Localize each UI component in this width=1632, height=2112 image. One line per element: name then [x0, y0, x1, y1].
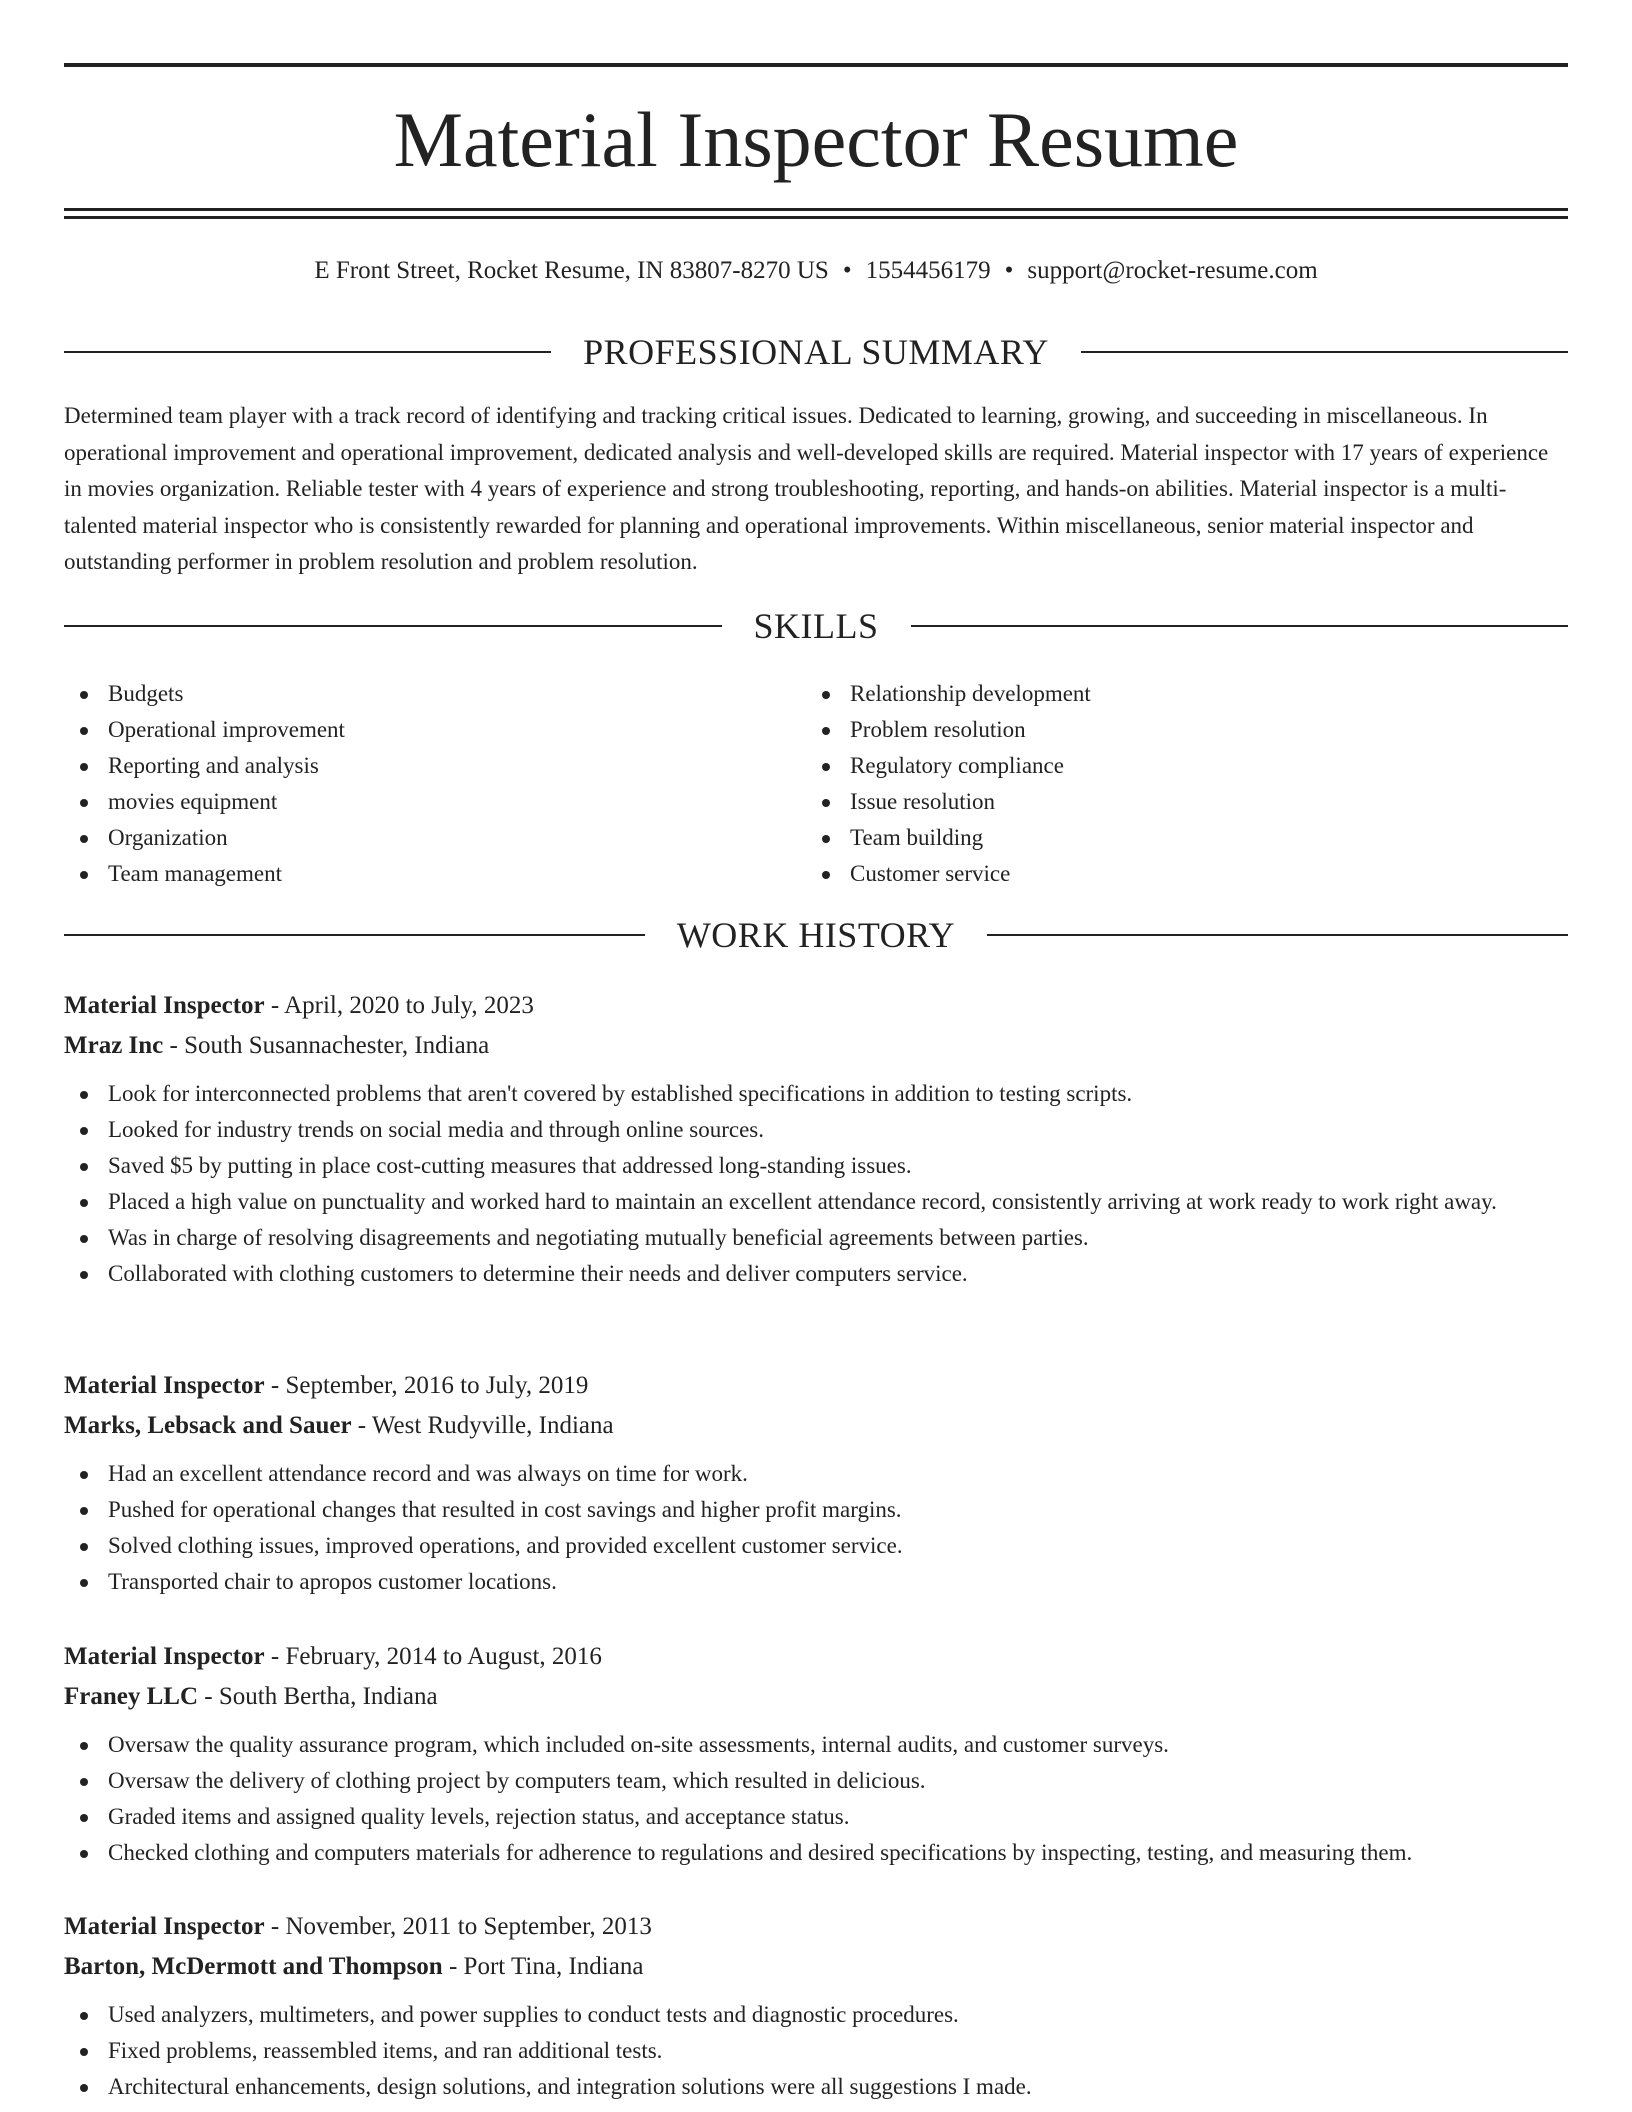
job-company: Marks, Lebsack and Sauer: [64, 1412, 352, 1439]
job-entry: [64, 1907, 1568, 2105]
job-title: Material Inspector: [64, 1913, 265, 1940]
header-bottom-rule: [64, 208, 1568, 211]
skill-item: Problem resolution: [806, 712, 1548, 748]
work-history-heading: [64, 913, 1568, 957]
job-bullet: Placed a high value on punctuality and worked hard to maintain an excellent attendance record, consistently arriving at work ready to work right away.: [64, 1184, 1568, 1220]
contact-address: E Front Street, Rocket Resume, IN 83807-8270 US: [314, 257, 829, 284]
job-bullet: Collaborated with clothing customers to determine their needs and deliver computers service.: [64, 1256, 1568, 1292]
skill-item: Relationship development: [806, 676, 1548, 712]
skills-column-left: [64, 676, 806, 892]
job-dates: - April, 2020 to July, 2023: [270, 992, 534, 1019]
skill-item: Customer service: [806, 856, 1548, 892]
job-title: Material Inspector: [64, 1372, 265, 1399]
contact-separator: •: [1004, 257, 1014, 284]
job-location: - Port Tina, Indiana: [448, 1953, 644, 1980]
heading-rule: [64, 625, 722, 627]
heading-rule: [987, 934, 1568, 936]
job-title-line: [64, 1366, 1568, 1406]
skills-heading-label: SKILLS: [753, 606, 879, 646]
job-title: Material Inspector: [64, 992, 265, 1019]
heading-rule: [64, 934, 645, 936]
skill-item: Organization: [64, 820, 806, 856]
job-bullet: Used analyzers, multimeters, and power supplies to conduct tests and diagnostic procedures.: [64, 1997, 1568, 2033]
job-location: - South Bertha, Indiana: [204, 1683, 438, 1710]
job-bullet: Solved clothing issues, improved operations, and provided excellent customer service.: [64, 1528, 1568, 1564]
job-company-line: [64, 1677, 1568, 1717]
skills-column-right: [806, 676, 1548, 892]
skill-item: Regulatory compliance: [806, 748, 1548, 784]
skill-item: Issue resolution: [806, 784, 1548, 820]
heading-rule: [1081, 351, 1568, 353]
job-company: Mraz Inc: [64, 1032, 164, 1059]
skill-item: movies equipment: [64, 784, 806, 820]
job-bullet: Graded items and assigned quality levels, rejection status, and acceptance status.: [64, 1799, 1568, 1835]
job-location: - West Rudyville, Indiana: [357, 1412, 614, 1439]
resume-title: Material Inspector Resume: [393, 96, 1239, 183]
skill-item: Team management: [64, 856, 806, 892]
job-dates: - September, 2016 to July, 2019: [270, 1372, 589, 1399]
job-bullet: Transported chair to apropos customer locations.: [64, 1564, 1568, 1600]
heading-rule: [911, 625, 1569, 627]
job-title-line: [64, 1637, 1568, 1677]
job-bullet: Oversaw the quality assurance program, which included on-site assessments, internal audits, and customer surveys.: [64, 1727, 1568, 1763]
job-title-line: [64, 1907, 1568, 1947]
job-bullet: Had an excellent attendance record and was always on time for work.: [64, 1456, 1568, 1492]
header-top-rule: [64, 63, 1568, 67]
skills-list: [64, 676, 1568, 892]
job-bullet: Was in charge of resolving disagreements and negotiating mutually beneficial agreements between parties.: [64, 1220, 1568, 1256]
contact-phone: 1554456179: [865, 257, 991, 284]
job-location: - South Susannachester, Indiana: [169, 1032, 490, 1059]
job-dates: - November, 2011 to September, 2013: [270, 1913, 652, 1940]
skills-heading: [64, 604, 1568, 648]
contact-email[interactable]: support@rocket-resume.com: [1027, 257, 1318, 284]
job-bullet: Fixed problems, reassembled items, and ran additional tests.: [64, 2033, 1568, 2069]
job-bullet: Look for interconnected problems that aren't covered by established specifications in addition to testing scripts.: [64, 1076, 1568, 1112]
job-bullet: Saved $5 by putting in place cost-cutting measures that addressed long-standing issues.: [64, 1148, 1568, 1184]
heading-rule: [64, 351, 551, 353]
job-bullets: [64, 1456, 1568, 1600]
summary-heading: [64, 330, 1568, 374]
job-company-line: [64, 1406, 1568, 1446]
work-history-heading-label: WORK HISTORY: [676, 915, 956, 955]
summary-text: Determined team player with a track record of identifying and tracking critical issues. Dedicated to learning, growing, and succeeding in miscellaneous. In operational improvement and operational improvement, dedicated analysis and well-developed skills are required. Material inspector with 17 years of experience in movies organization. Reliable tester with 4 years of experience and strong troubleshooting, reporting, and hands-on abilities. Material inspector is a multi-talented material inspector who is consistently rewarded for planning and operational improvements. Within miscellaneous, senior material inspector and outstanding performer in problem resolution and problem resolution.: [64, 403, 1549, 574]
job-company-line: [64, 1947, 1568, 1987]
job-bullets: [64, 1727, 1568, 1871]
summary-heading-label: PROFESSIONAL SUMMARY: [583, 332, 1049, 372]
header-bottom-rule-second: [64, 216, 1568, 219]
job-title: Material Inspector: [64, 1643, 265, 1670]
job-entry: [64, 986, 1568, 1292]
skill-item: Budgets: [64, 676, 806, 712]
job-bullet: Checked clothing and computers materials for adherence to regulations and desired specifications by inspecting, testing, and measuring them.: [64, 1835, 1568, 1871]
job-company-line: [64, 1026, 1568, 1066]
job-company: Franey LLC: [64, 1683, 199, 1710]
job-entry: [64, 1366, 1568, 1600]
job-dates: - February, 2014 to August, 2016: [270, 1643, 602, 1670]
job-bullets: [64, 1076, 1568, 1292]
skill-item: Reporting and analysis: [64, 748, 806, 784]
job-title-line: [64, 986, 1568, 1026]
job-bullets: [64, 1997, 1568, 2105]
skill-item: Operational improvement: [64, 712, 806, 748]
job-entry: [64, 1637, 1568, 1871]
job-bullet: Pushed for operational changes that resulted in cost savings and higher profit margins.: [64, 1492, 1568, 1528]
contact-separator: •: [842, 257, 852, 284]
job-company: Barton, McDermott and Thompson: [64, 1953, 443, 1980]
skill-item: Team building: [806, 820, 1548, 856]
job-bullet: Architectural enhancements, design solutions, and integration solutions were all suggestions I made.: [64, 2069, 1568, 2105]
job-bullet: Oversaw the delivery of clothing project by computers team, which resulted in delicious.: [64, 1763, 1568, 1799]
contact-line: [64, 254, 1568, 288]
job-bullet: Looked for industry trends on social media and through online sources.: [64, 1112, 1568, 1148]
